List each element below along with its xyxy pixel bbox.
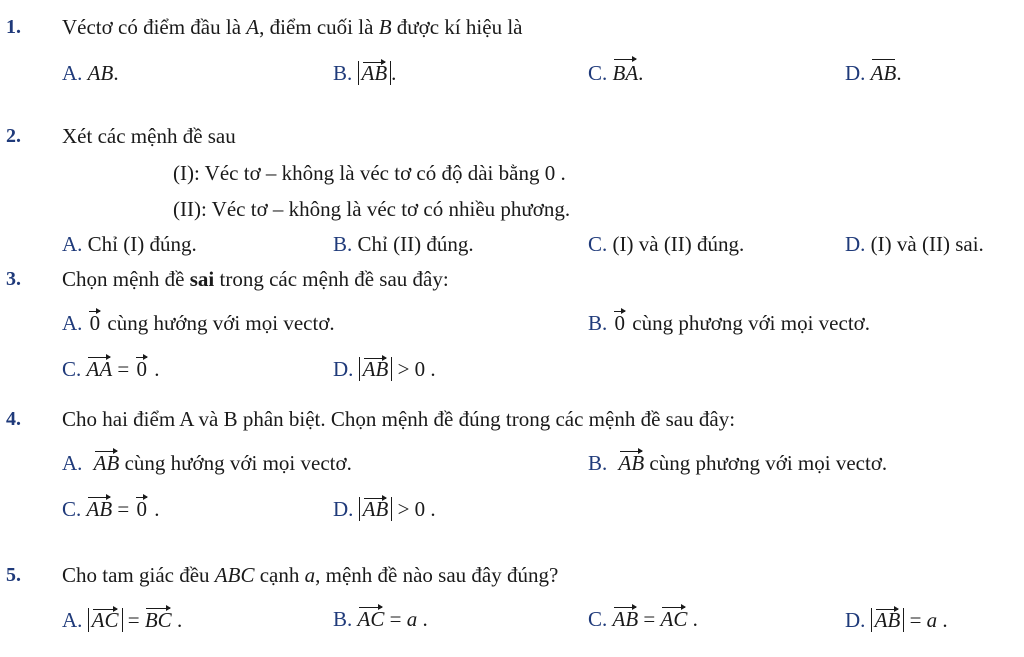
option-d[interactable]: D. AB > 0 . <box>333 497 436 521</box>
option-d[interactable]: D. AB > 0 . <box>333 357 436 381</box>
option-a[interactable]: A. AB cùng hướng với mọi vectơ. <box>62 451 352 475</box>
option-c[interactable]: C. (I) và (II) đúng. <box>588 232 745 256</box>
question-number: 1. <box>6 16 21 38</box>
vector: AB <box>618 451 645 475</box>
question-stem: Cho hai điểm A và B phân biệt. Chọn mệnh đề đúng trong các mệnh đề sau đây: <box>62 407 736 431</box>
zero-vector: 0 <box>89 311 101 335</box>
vector: AB <box>362 497 389 521</box>
option-a[interactable]: A. Chỉ (I) đúng. <box>62 232 197 256</box>
vector: AA <box>86 357 113 381</box>
vector: AB <box>86 497 113 521</box>
question-stem: Cho tam giác đều ABC cạnh a, mệnh đề nào sau đây đúng? <box>62 563 559 587</box>
option-d[interactable]: D. (I) và (II) sai. <box>845 232 984 256</box>
option-d[interactable]: D. AB = a . <box>845 608 948 632</box>
zero-vector: 0 <box>614 311 626 335</box>
option-b[interactable]: B. Chỉ (II) đúng. <box>333 232 474 256</box>
zero-vector: 0 <box>136 497 148 521</box>
option-b[interactable]: B. 0 cùng phương với mọi vectơ. <box>588 311 871 335</box>
vector: BC <box>144 608 172 632</box>
option-c[interactable]: C. AA = 0 . <box>62 357 160 381</box>
vector: AC <box>660 607 688 631</box>
question-stem: Xét các mệnh đề sau <box>62 124 236 148</box>
vector: AB <box>361 61 388 85</box>
segment: AB <box>871 58 897 86</box>
vector: AB <box>362 357 389 381</box>
option-a[interactable]: A. AC = BC . <box>62 608 183 632</box>
option-c[interactable]: C. BA. <box>588 58 643 86</box>
option-d[interactable]: D. AB. <box>845 58 902 86</box>
vector: AB <box>93 451 120 475</box>
option-b[interactable]: B. AC = a . <box>333 607 428 631</box>
statement-1: (I): Véc tơ – không là véc tơ có độ dài bằng 0 . <box>173 161 566 185</box>
zero-vector: 0 <box>136 357 148 381</box>
option-a[interactable]: A. AB. <box>62 61 119 85</box>
option-b[interactable]: B. AB cùng phương với mọi vectơ. <box>588 451 888 475</box>
vector: AB <box>612 607 639 631</box>
question-number: 2. <box>6 125 21 147</box>
question-number: 5. <box>6 564 21 586</box>
question-stem: Chọn mệnh đề sai trong các mệnh đề sau đây: <box>62 267 449 291</box>
vector: AC <box>357 607 385 631</box>
option-c[interactable]: C. AB = AC . <box>588 607 698 631</box>
option-a[interactable]: A. 0 cùng hướng với mọi vectơ. <box>62 311 335 335</box>
question-stem: Véctơ có điểm đầu là A, điểm cuối là B được kí hiệu là <box>62 15 523 39</box>
question-number: 3. <box>6 268 21 290</box>
statement-2: (II): Véc tơ – không là véc tơ có nhiều phương. <box>173 197 571 221</box>
option-c[interactable]: C. AB = 0 . <box>62 497 160 521</box>
vector: AC <box>91 608 119 632</box>
option-b[interactable]: B. AB . <box>333 61 397 85</box>
vector: AB <box>874 608 901 632</box>
question-number: 4. <box>6 408 21 430</box>
vector: BA <box>613 58 639 86</box>
